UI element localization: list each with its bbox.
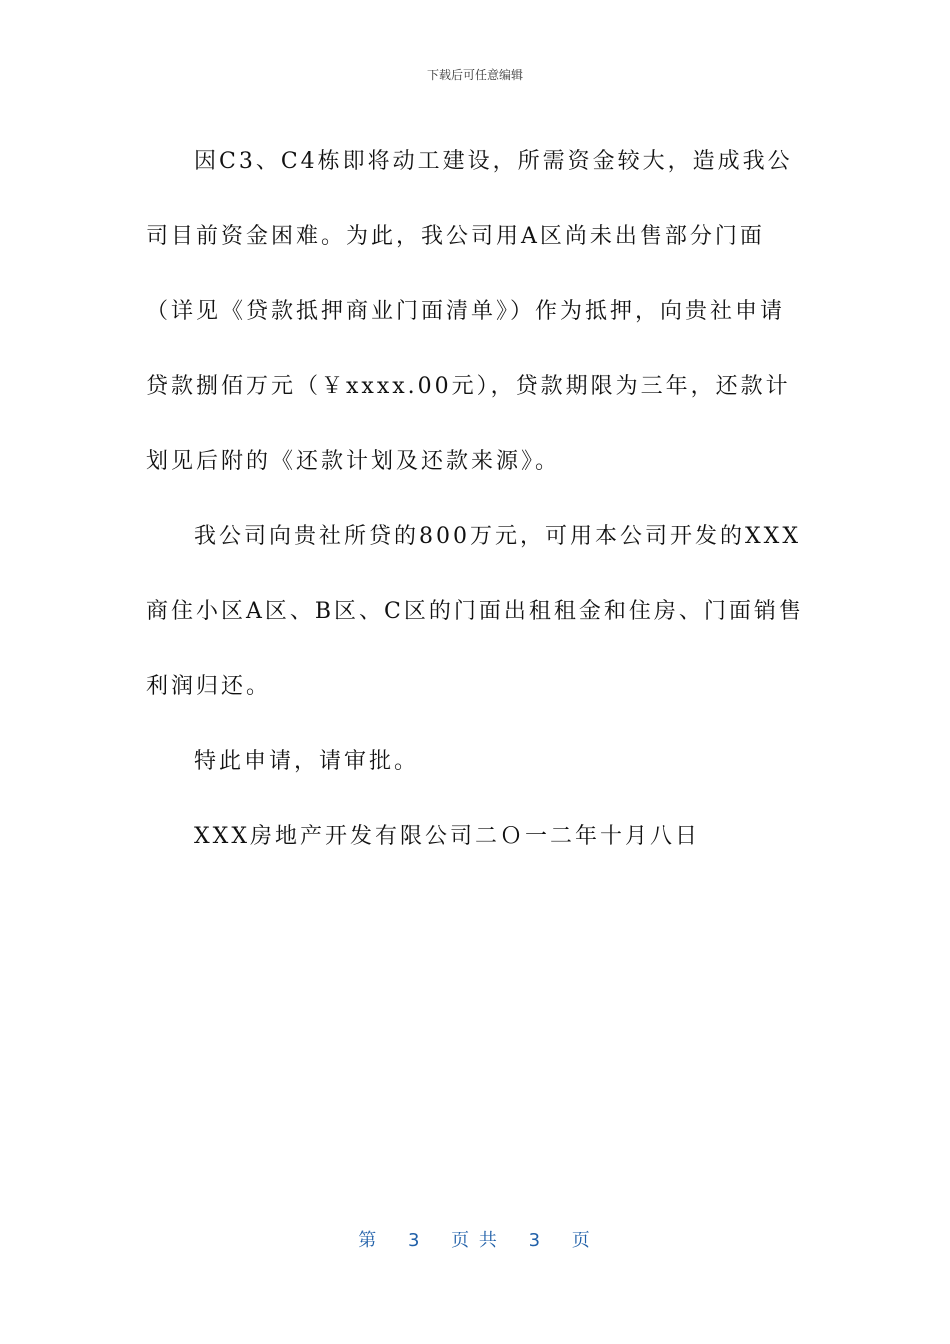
current-page-number: 3 — [407, 1230, 422, 1251]
total-page-count: 3 — [528, 1230, 543, 1251]
page-middle: 页 共 — [451, 1230, 499, 1251]
paragraph-loan-purpose: 因C3、C4栋即将动工建设，所需资金较大，造成我公司目前资金困难。为此，我公司用A区尚未出售部分门面（详见《贷款抵押商业门面清单》）作为抵押，向贵社申请贷款捌佰万元（￥xxxx.00元），贷款期限为三年，还款计划见后附的《还款计划及还款来源》。 — [146, 149, 793, 474]
page-suffix: 页 — [571, 1230, 592, 1251]
paragraph-request: 特此申请，请审批。 — [194, 749, 420, 774]
document-body — [146, 124, 806, 874]
page-prefix: 第 — [358, 1230, 379, 1251]
header-note: 下载后可任意编辑 — [426, 68, 523, 82]
paragraph-repayment-source: 我公司向贵社所贷的800万元，可用本公司开发的XXX商住小区A区、B区、C区的门面出租租金和住房、门面销售利润归还。 — [146, 524, 804, 699]
paragraph-signature-date: XXX房地产开发有限公司二Ｏ一二年十月八日 — [194, 824, 700, 849]
page-footer — [0, 1226, 950, 1252]
